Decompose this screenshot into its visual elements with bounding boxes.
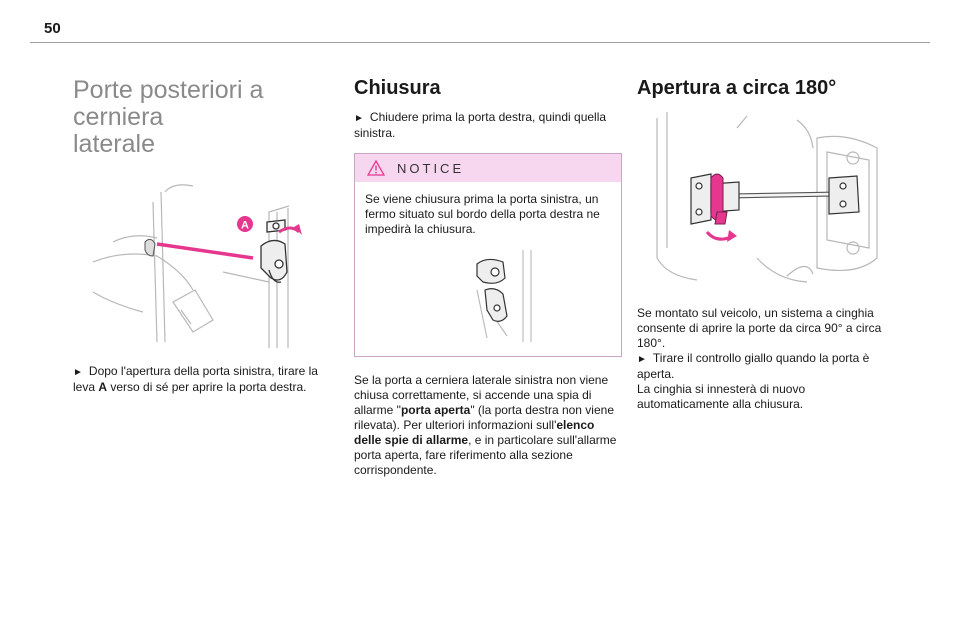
strap-reengage-text: La cinghia si innesterà di nuovo automaticamente alla chiusura. (637, 382, 806, 411)
callout-a-label: A (241, 219, 249, 232)
section-title-opening-180: Apertura a circa 180° (637, 77, 837, 99)
warning-light-text: Se la porta a cerniera laterale sinistra non viene chiusa correttamente, si accende una spia di allarme "porta aperta" (la porta destra non viene rilevata). Per ulteriori informazioni sull'elenco delle spie di allarme, e in particolare sull'allarme porta aperta, fare riferimento alla sezione corrispondente. (354, 373, 617, 477)
strap-system-drawing (637, 108, 895, 286)
strap-system-description: Se montato sul veicolo, un sistema a cinghia consente di aprire la porte da circa 90° a circa 180°. (637, 306, 882, 350)
door-lever-illustration (73, 172, 335, 350)
section-title-closing: Chiusura (354, 77, 441, 99)
pull-control-instruction: ► Tirare il controllo giallo quando la porta è aperta. (637, 351, 870, 381)
bullet-arrow-icon: ► (73, 367, 83, 378)
column-closing (354, 70, 622, 478)
warning-triangle-icon (367, 160, 385, 176)
door-lever-drawing (73, 172, 335, 350)
notice-box (354, 153, 622, 357)
page-number: 50 (44, 20, 61, 37)
header-divider (30, 42, 930, 43)
notice-header (355, 154, 621, 182)
column-side-hinged-doors (73, 70, 335, 395)
column-opening-180 (637, 70, 895, 412)
strap-system-illustration (637, 108, 895, 286)
bullet-arrow-icon: ► (354, 113, 364, 124)
lever-instruction-text: ► Dopo l'apertura della porta sinistra, tirare la leva A verso di sé per aprire la porta destra. (73, 364, 318, 394)
bullet-arrow-icon: ► (637, 354, 647, 365)
notice-heading: NOTICE (397, 160, 465, 176)
notice-text: Se viene chiusura prima la porta sinistra, un fermo situato sul bordo della porta destra ne impedirà la chiusura. (365, 192, 600, 236)
closing-instruction-text: ► Chiudere prima la porta destra, quindi quella sinistra. (354, 110, 607, 140)
latch-illustration (467, 250, 547, 342)
section-title-side-hinged-doors: Porte posteriori a cerniera laterale (73, 76, 264, 158)
